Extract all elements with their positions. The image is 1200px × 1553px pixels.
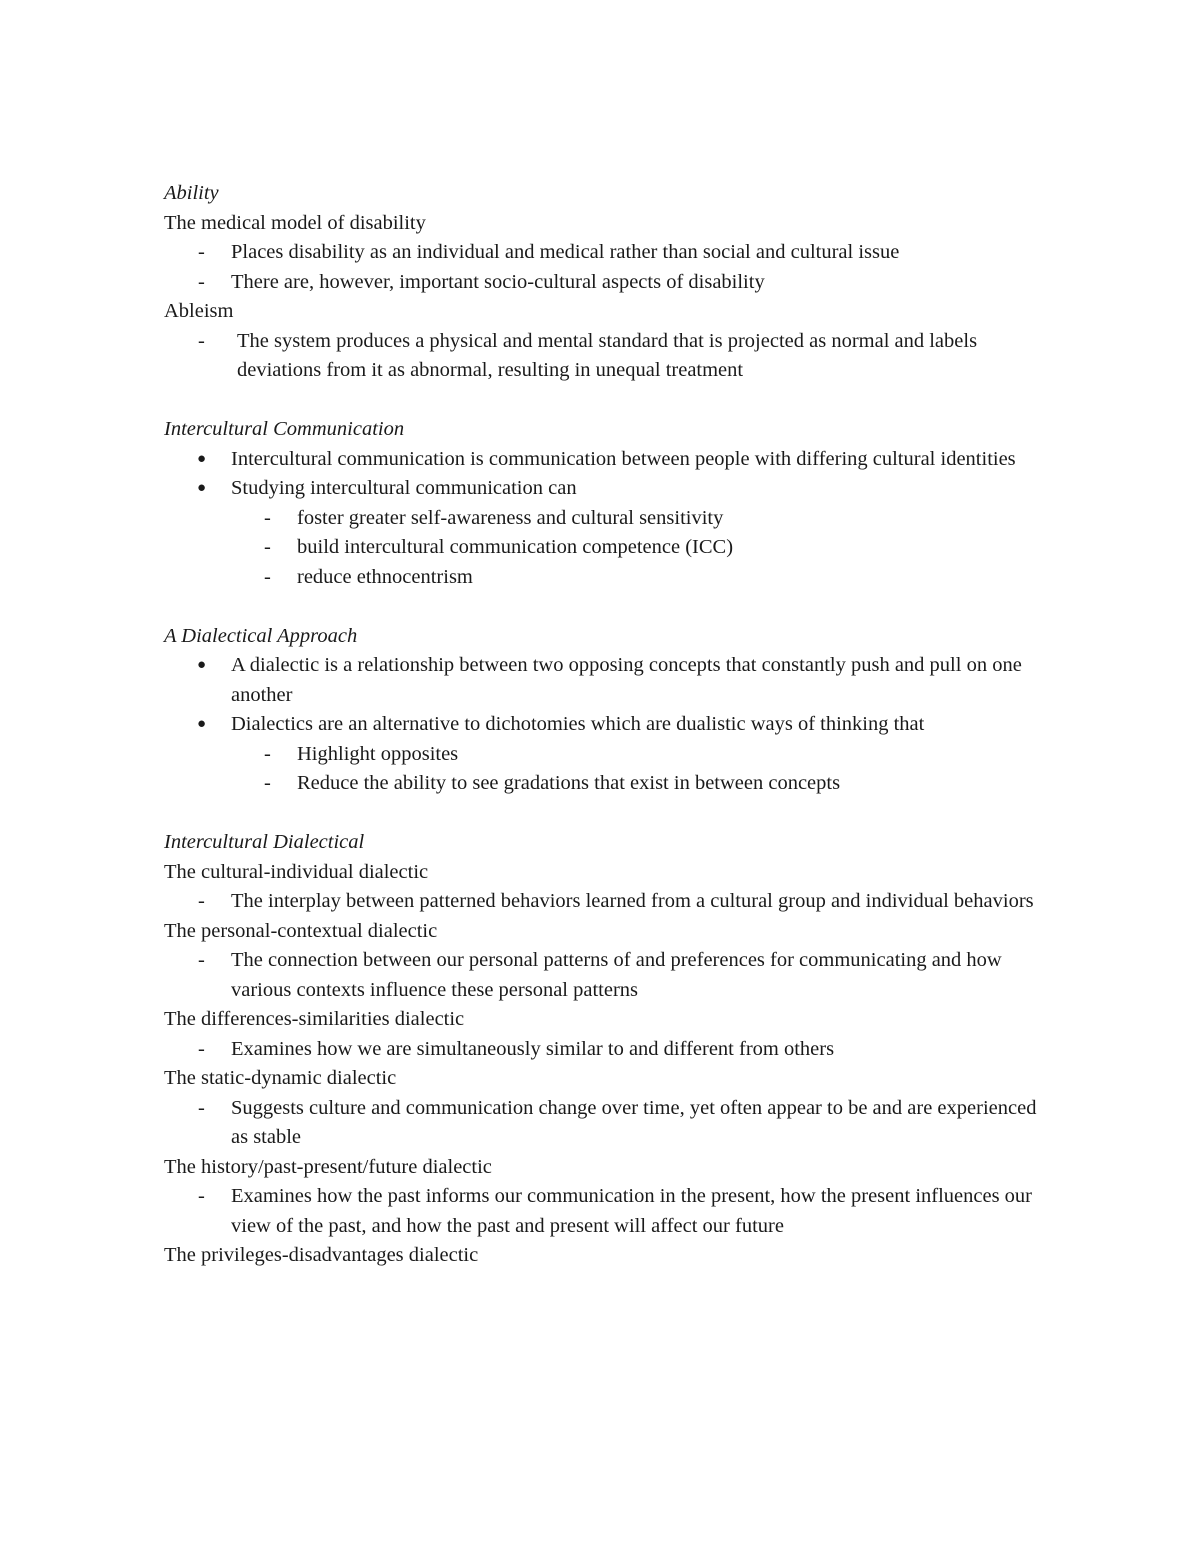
- dash-marker: -: [198, 1096, 205, 1119]
- sub-list-item-text: foster greater self-awareness and cultural sensitivity: [297, 506, 724, 529]
- sub-list-item: [164, 740, 1044, 770]
- paragraph-gap: [164, 592, 1044, 622]
- list-item: [164, 651, 1044, 710]
- list-item: [164, 474, 1044, 504]
- bullet-marker: ●: [197, 657, 207, 673]
- paragraph-gap: [164, 386, 1044, 416]
- dash-marker: -: [264, 742, 271, 765]
- list-item: [164, 238, 1044, 268]
- bullet-marker: ●: [197, 450, 207, 467]
- list-item-text: Suggests culture and communication change over time, yet often appear to be and are experienced as stable: [231, 1096, 1037, 1148]
- list-item: [164, 327, 1044, 386]
- section-heading-intercultural-communication: Intercultural Communication: [164, 418, 405, 440]
- sub-list-item-text: build intercultural communication competence (ICC): [297, 536, 734, 558]
- dash-marker: -: [264, 565, 271, 588]
- sub-list-item: [164, 533, 1044, 563]
- list-item-text: Studying intercultural communication can: [231, 477, 577, 499]
- dash-marker: -: [264, 536, 271, 558]
- list-item-text: Examines how the past informs our communication in the present, how the present influences our view of the past, and how the past and present will affect our future: [231, 1185, 1033, 1237]
- bullet-marker: ●: [197, 716, 207, 732]
- sub-list-item: [164, 769, 1044, 799]
- dialectic-title: The history/past-present/future dialectic: [164, 1155, 492, 1178]
- dash-marker: -: [264, 772, 271, 794]
- dash-marker: -: [198, 241, 205, 263]
- list-item-text: The interplay between patterned behaviors learned from a cultural group and individual behaviors: [231, 890, 1034, 912]
- list-item-text: Dialectics are an alternative to dichotomies which are dualistic ways of thinking that: [231, 713, 925, 735]
- list-item: [164, 710, 1044, 740]
- sub-list-item-text: Reduce the ability to see gradations that exist in between concepts: [297, 772, 841, 794]
- dash-marker: -: [198, 1185, 205, 1207]
- list-item-text: There are, however, important socio-cultural aspects of disability: [231, 270, 765, 293]
- list-item-text: Intercultural communication is communication between people with differing cultural identities: [231, 447, 1016, 470]
- list-item-text: The system produces a physical and mental standard that is projected as normal and labels deviations from it as abnormal, resulting in unequal treatment: [237, 329, 978, 381]
- topic-title-medical-model: The medical model of disability: [164, 211, 426, 234]
- dialectic-title: The static-dynamic dialectic: [164, 1067, 397, 1089]
- dash-marker: -: [198, 949, 205, 971]
- section-heading-ability: Ability: [164, 182, 219, 204]
- dialectic-title: The differences-similarities dialectic: [164, 1008, 465, 1030]
- dash-marker: -: [264, 506, 271, 529]
- dialectic-title: The privileges-disadvantages dialectic: [164, 1244, 479, 1266]
- list-item-text: Examines how we are simultaneously similar to and different from others: [231, 1037, 835, 1060]
- dash-marker: -: [198, 270, 205, 293]
- list-item: [164, 268, 1044, 298]
- document-page: [164, 179, 1044, 1271]
- dialectic-title: The cultural-individual dialectic: [164, 860, 429, 883]
- dash-marker: -: [198, 1037, 205, 1060]
- list-item-text: A dialectic is a relationship between two opposing concepts that constantly push and pull on one another: [231, 654, 1022, 706]
- sub-list-item: [164, 504, 1044, 534]
- list-item: [164, 1035, 1044, 1065]
- list-item: [164, 1094, 1044, 1153]
- section-heading-intercultural-dialectical: Intercultural Dialectical: [164, 831, 365, 853]
- topic-title-ableism: Ableism: [164, 300, 234, 322]
- sub-list-item-text: Highlight opposites: [297, 742, 459, 765]
- dash-marker: -: [198, 329, 205, 352]
- list-item: [164, 445, 1044, 475]
- list-item: [164, 946, 1044, 1005]
- sub-list-item: [164, 563, 1044, 593]
- bullet-marker: ●: [197, 480, 207, 496]
- list-item: [164, 1182, 1044, 1241]
- list-item: [164, 887, 1044, 917]
- section-heading-dialectical-approach: A Dialectical Approach: [164, 624, 358, 647]
- dash-marker: -: [198, 890, 205, 912]
- sub-list-item-text: reduce ethnocentrism: [297, 565, 473, 588]
- list-item-text: The connection between our personal patterns of and preferences for communicating and how various contexts influence these personal patterns: [231, 949, 1002, 1001]
- list-item-text: Places disability as an individual and medical rather than social and cultural issue: [231, 241, 900, 263]
- paragraph-gap: [164, 799, 1044, 829]
- dialectic-title: The personal-contextual dialectic: [164, 919, 438, 942]
